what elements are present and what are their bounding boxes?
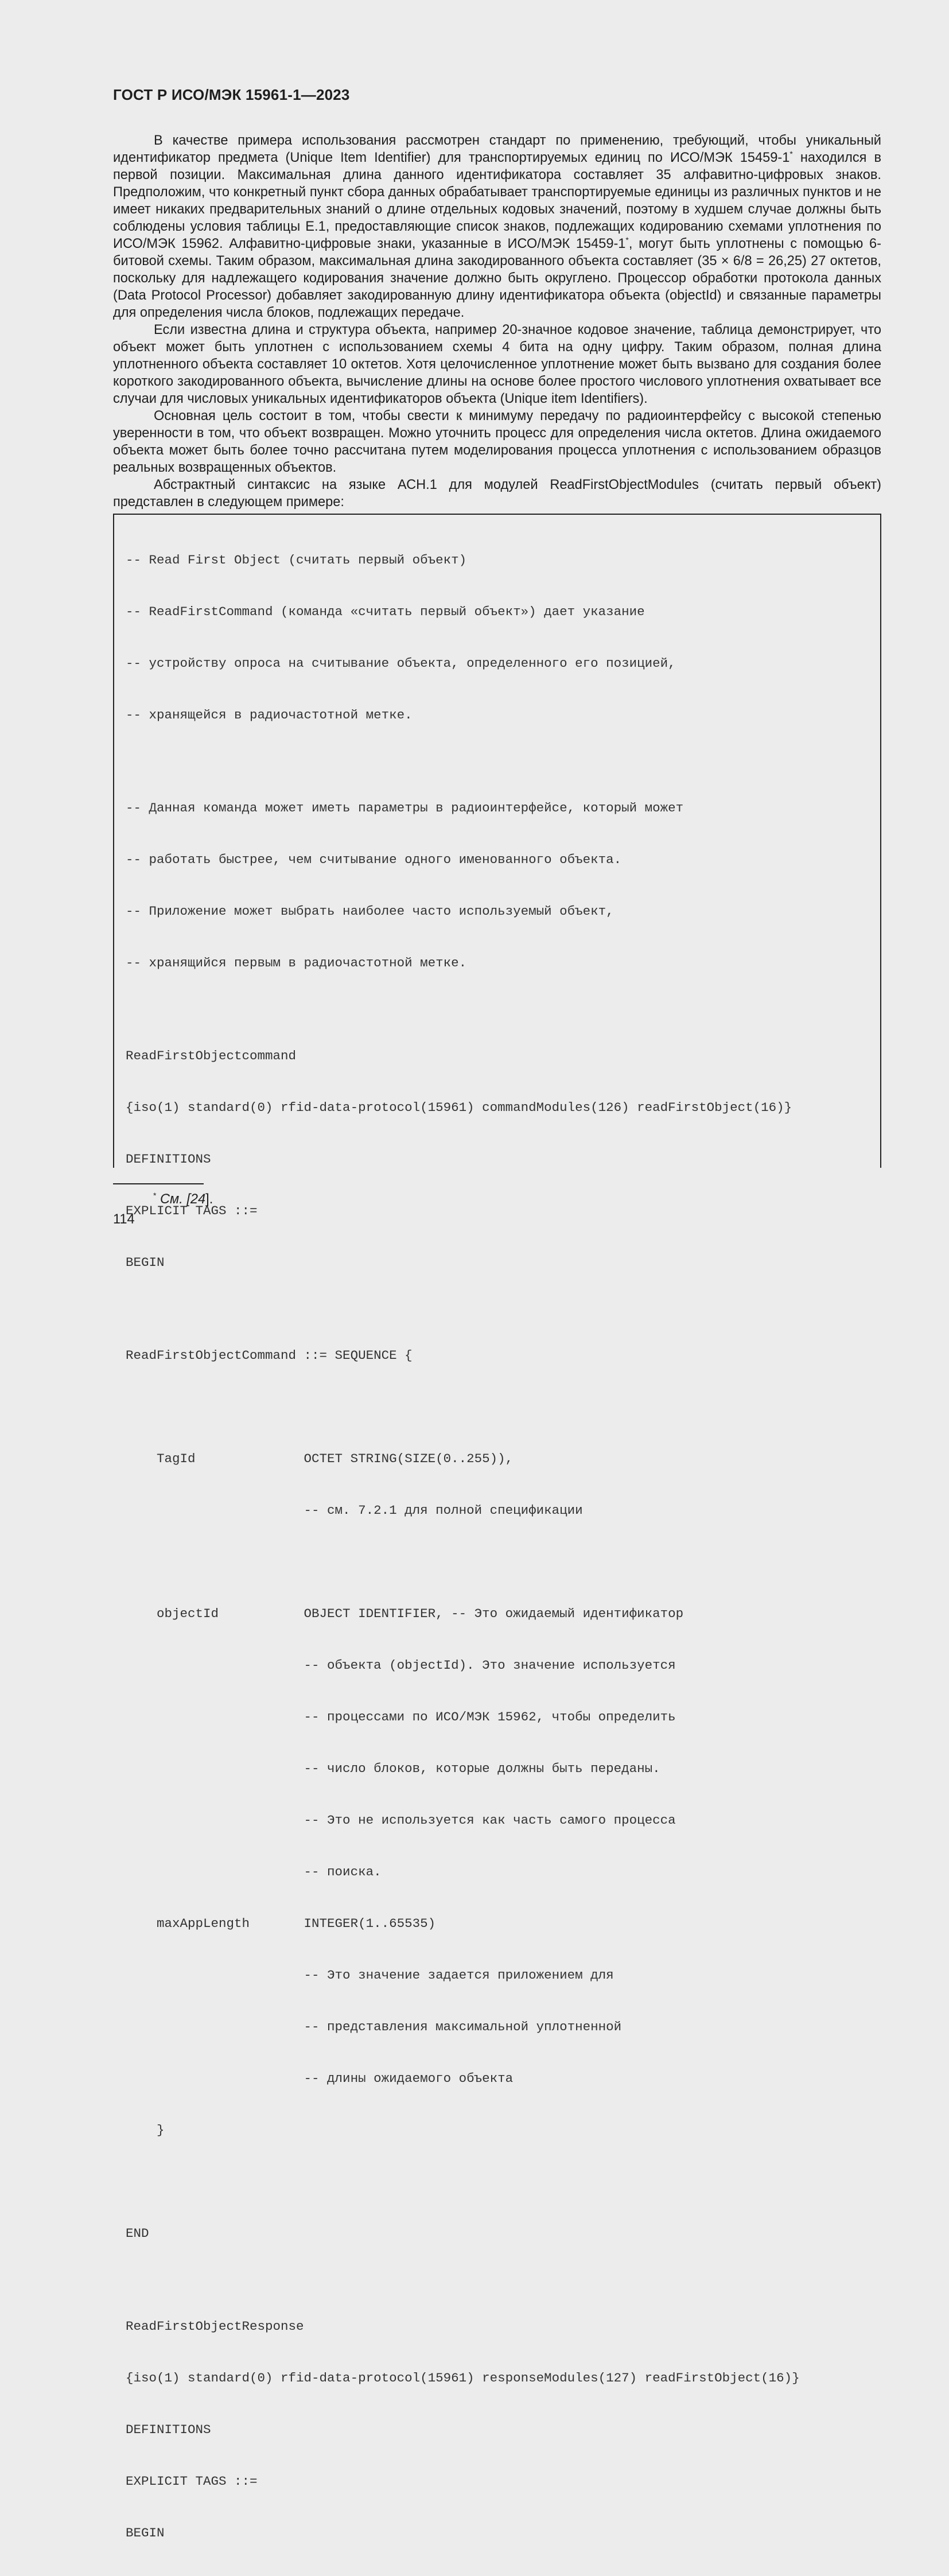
code-line: ReadFirstObjectResponse xyxy=(126,2319,304,2334)
code-line: -- Данная команда может иметь параметры в радиоинтерфейсе, который может xyxy=(126,801,684,815)
paragraph-1-part-b: находился в первой позиции. Максимальная длина данного идентификатора составляет 35 алфавитно-цифровых знаков. Предположим, что конкретный пункт сбора данных обрабатывает транспортируемые единицы из различных пунктов и не имеет никаких предварительных знаний о длине отдельных кодовых значений, поэтому в худшем случае должны быть соблюдены условия таблицы Е.1, предоставляющие список знаков, подлежащих кодированию схемами уплотнения по ИСО/МЭК 15962. Алфавитно-цифровые знаки, указанные в ИСО/МЭК 15459-1 xyxy=(113,150,881,251)
code-line: -- процессами по ИСО/МЭК 15962, чтобы определить xyxy=(126,1709,676,1724)
footnote-marker: * xyxy=(625,235,629,245)
code-line: -- работать быстрее, чем считывание одного именованного объекта. xyxy=(126,852,622,867)
asn1-code-listing xyxy=(114,515,880,2576)
code-line: -- объекта (objectId). Это значение используется xyxy=(126,1658,676,1673)
code-line: -- хранящейся в радиочастотной метке. xyxy=(126,708,413,722)
page-number: 114 xyxy=(113,1212,135,1227)
paragraph-3: Основная цель состоит в том, чтобы свести к минимуму передачу по радиоинтерфейсу с высокой степенью уверенности в том, что объект возвращен. Можно уточнить процесс для определения числа октетов. Длина ожидаемого объекта может быть более точно рассчитана путем моделирования процесса уплотнения с использованием образцов реальных возвращенных объектов. xyxy=(113,409,881,475)
code-line: {iso(1) standard(0) rfid-data-protocol(15961) commandModules(126) readFirstObject(16)} xyxy=(126,1100,792,1115)
paragraph-2: Если известна длина и структура объекта, например 20-значное кодовое значение, таблица демонстрирует, что объект может быть уплотнен с использованием схемы 4 бита на одну цифру. Таким образом, полная длина уплотненного объекта составляет 10 октетов. Хотя целочисленное уплотнение может быть вызвано для создания более короткого закодированного объекта, вычисление длины на основе более простого числового уплотнения охватывает все случаи для числовых уникальных идентификаторов объекта (Unique item Identifiers). xyxy=(113,323,881,406)
code-line: DEFINITIONS xyxy=(126,2422,211,2437)
code-line: maxAppLength INTEGER(1..65535) xyxy=(126,1916,436,1931)
code-line: -- длины ожидаемого объекта xyxy=(126,2071,514,2086)
code-line: -- Это не используется как часть самого процесса xyxy=(126,1813,676,1828)
code-line: -- Это значение задается приложением для xyxy=(126,1968,614,1983)
code-line: BEGIN xyxy=(126,2526,165,2540)
footnote-mark: * xyxy=(153,1191,157,1200)
footnote-reference: 24 xyxy=(190,1191,206,1207)
footnote-text-prefix: См. [ xyxy=(156,1191,190,1207)
code-line: -- устройству опроса на считывание объекта, определенного его позицией, xyxy=(126,656,676,671)
code-line: DEFINITIONS xyxy=(126,1152,211,1167)
paragraph-4: Абстрактный синтаксис на языке АСН.1 для модулей ReadFirstObjectModules (считать первый объект) представлен в следующем примере: xyxy=(113,477,881,510)
code-line: TagId OCTET STRING(SIZE(0..255)), xyxy=(126,1451,514,1466)
document-header: ГОСТ Р ИСО/МЭК 15961-1—2023 xyxy=(113,86,350,103)
code-line: -- число блоков, которые должны быть переданы. xyxy=(126,1761,660,1776)
code-line: ReadFirstObjectcommand xyxy=(126,1048,297,1063)
code-line: {iso(1) standard(0) rfid-data-protocol(15961) responseModules(127) readFirstObject(16)} xyxy=(126,2371,800,2385)
paragraph-1 xyxy=(113,132,881,321)
footnote-marker: * xyxy=(789,149,793,159)
code-line: -- поиска. xyxy=(126,1864,382,1879)
footnote xyxy=(153,1187,213,1208)
code-line: BEGIN xyxy=(126,1255,165,1270)
body-text xyxy=(113,132,881,511)
code-line: -- Read First Object (считать первый объект) xyxy=(126,553,467,568)
code-line: objectId OBJECT IDENTIFIER, -- Это ожидаемый идентификатор xyxy=(126,1606,684,1621)
code-line: -- ReadFirstCommand (команда «считать первый объект») дает указание xyxy=(126,604,645,619)
code-line: -- см. 7.2.1 для полной спецификации xyxy=(126,1503,583,1518)
paragraph-1-part-a: В качестве примера использования рассмотрен стандарт по применению, требующий, чтобы уникальный идентификатор предмета (Unique Item Identifier) для транспортируемых единиц по ИСО/МЭК 15459-1 xyxy=(113,133,881,165)
footnote-separator xyxy=(113,1183,204,1184)
code-line: END xyxy=(126,2226,149,2241)
code-line: EXPLICIT TAGS ::= xyxy=(126,2474,258,2489)
code-line: ReadFirstObjectCommand ::= SEQUENCE { xyxy=(126,1348,413,1363)
paragraph-1-part-c: , могут быть уплотнены с помощью 6-битовой схемы. Таким образом, максимальная длина закодированного объекта составляет (35 × 6/8 = 26,25) 27 октетов, поскольку для надлежащего кодирования значение должно быть округлено. Процессор обработки протокола данных (Data Protocol Processor) добавляет закодированную длину идентификатора объекта (objectId) и связанные параметры для определения числа блоков, подлежащих передаче. xyxy=(113,236,881,320)
code-line: -- представления максимальной уплотненной xyxy=(126,2019,622,2034)
code-line: -- хранящийся первым в радиочастотной метке. xyxy=(126,955,467,970)
code-line: -- Приложение может выбрать наиболее часто используемый объект, xyxy=(126,904,614,919)
code-line: } xyxy=(126,2123,165,2138)
code-line: EXPLICIT TAGS ::= xyxy=(126,1203,258,1218)
footnote-text-suffix: ]. xyxy=(205,1191,213,1207)
